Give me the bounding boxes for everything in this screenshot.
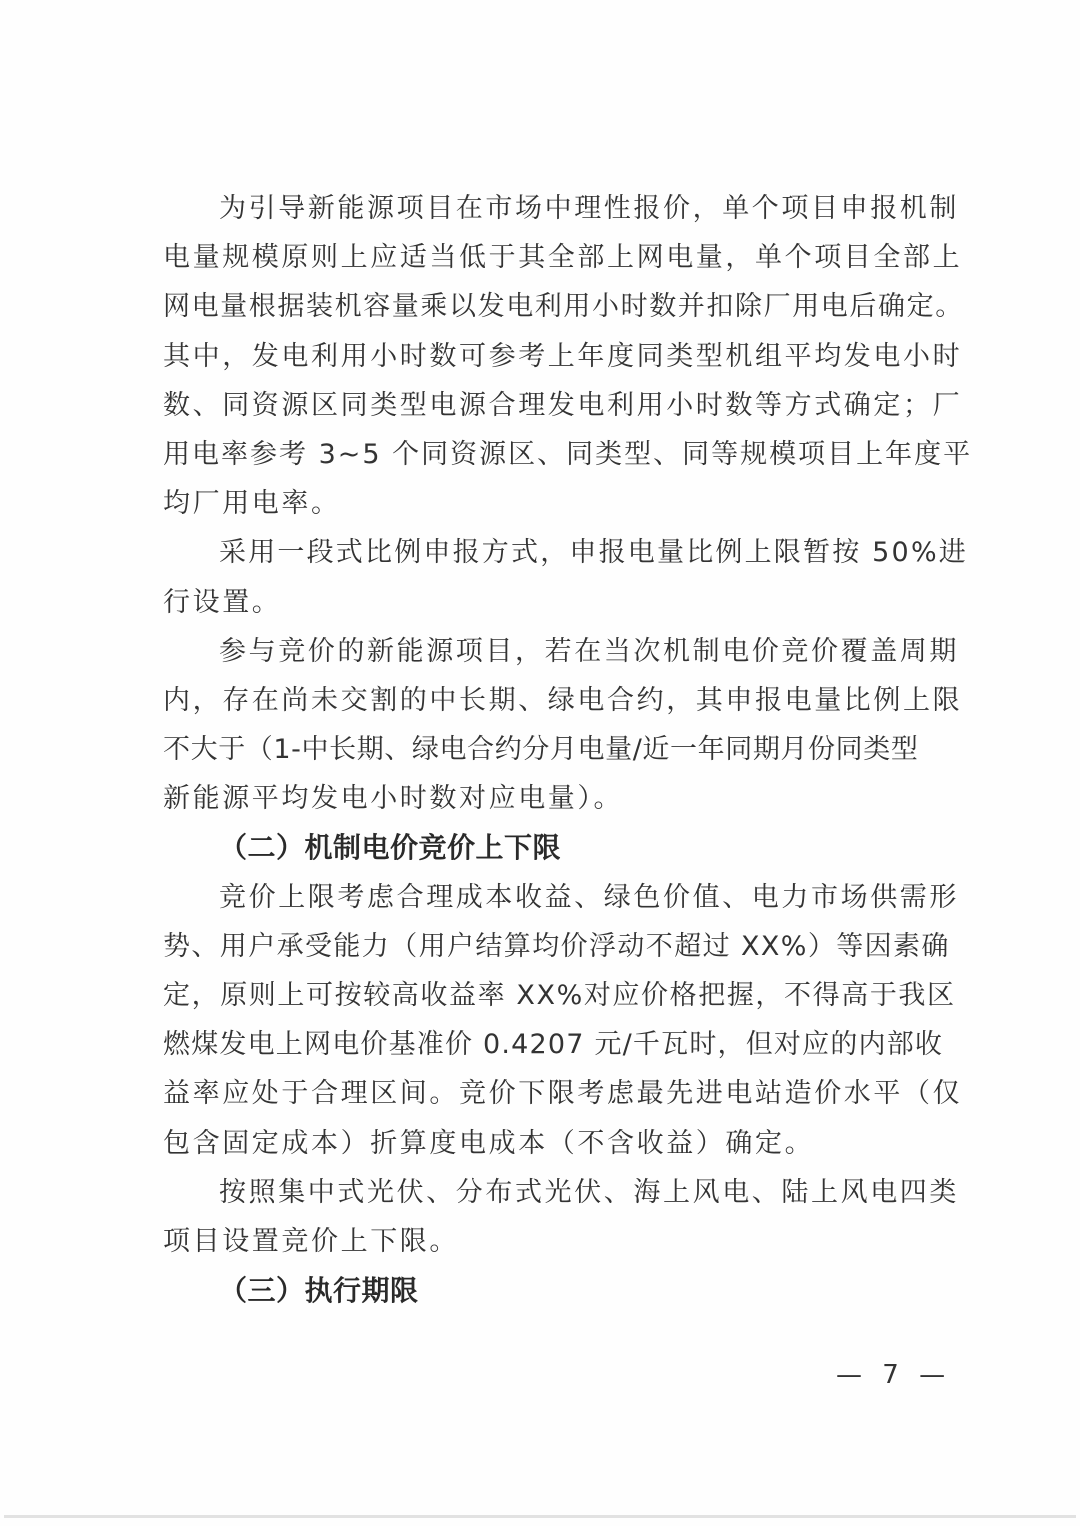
paragraph-line: 不大于（1-中长期、绿电合约分月电量/近一年同期月份同类型 (163, 734, 919, 766)
paragraph-line: 益率应处于合理区间。竞价下限考虑最先进电站造价水平（仅 (163, 1078, 963, 1110)
paragraph-line: 电量规模原则上应适当低于其全部上网电量，单个项目全部上 (163, 242, 963, 274)
section-heading: （二）机制电价竞价上下限 (219, 831, 562, 865)
document-body (163, 184, 973, 1315)
paragraph-line: 其中，发电利用小时数可参考上年度同类型机组平均发电小时 (163, 340, 963, 372)
section-heading: （三）执行期限 (219, 1274, 419, 1308)
paragraph-line: 为引导新能源项目在市场中理性报价，单个项目申报机制 (219, 193, 959, 224)
paragraph-line: 竞价上限考虑合理成本收益、绿色价值、电力市场供需形 (219, 881, 959, 913)
paragraph-line: 新能源平均发电小时数对应电量）。 (163, 783, 624, 815)
paragraph-line: 采用一段式比例申报方式，申报电量比例上限暂按 50%进 (219, 537, 968, 569)
paragraph-line: 按照集中式光伏、分布式光伏、海上风电、陆上风电四类 (219, 1176, 959, 1208)
paragraph-line: 参与竞价的新能源项目，若在当次机制电价竞价覆盖周期 (219, 635, 959, 667)
paragraph-line: 燃煤发电上网电价基准价 0.4207 元/千瓦时，但对应的内部收 (163, 1029, 944, 1061)
paragraph-line: 行设置。 (163, 586, 282, 618)
paragraph-line: 定，原则上可按较高收益率 XX%对应价格把握，不得高于我区 (163, 980, 956, 1011)
page-bottom-edge (4, 1515, 1076, 1518)
paragraph-line: 数、同资源区同类型电源合理发电利用小时数等方式确定；厂 (163, 389, 963, 421)
paragraph-line: 用电率参考 3~5 个同资源区、同类型、同等规模项目上年度平 (163, 438, 973, 470)
paragraph-line: 包含固定成本）折算度电成本（不含收益）确定。 (163, 1127, 815, 1159)
paragraph-line: 均厂用电率。 (163, 488, 341, 520)
paragraph-line: 势、用户承受能力（用户结算均价浮动不超过 XX%）等因素确 (163, 930, 950, 962)
paragraph-line: 项目设置竞价上下限。 (163, 1225, 459, 1257)
paragraph-line: 内，存在尚未交割的中长期、绿电合约，其申报电量比例上限 (163, 684, 963, 716)
page-number: — 7 — (836, 1360, 952, 1390)
paragraph-line: 网电量根据装机容量乘以发电利用小时数并扣除厂用电后确定。 (163, 291, 964, 323)
